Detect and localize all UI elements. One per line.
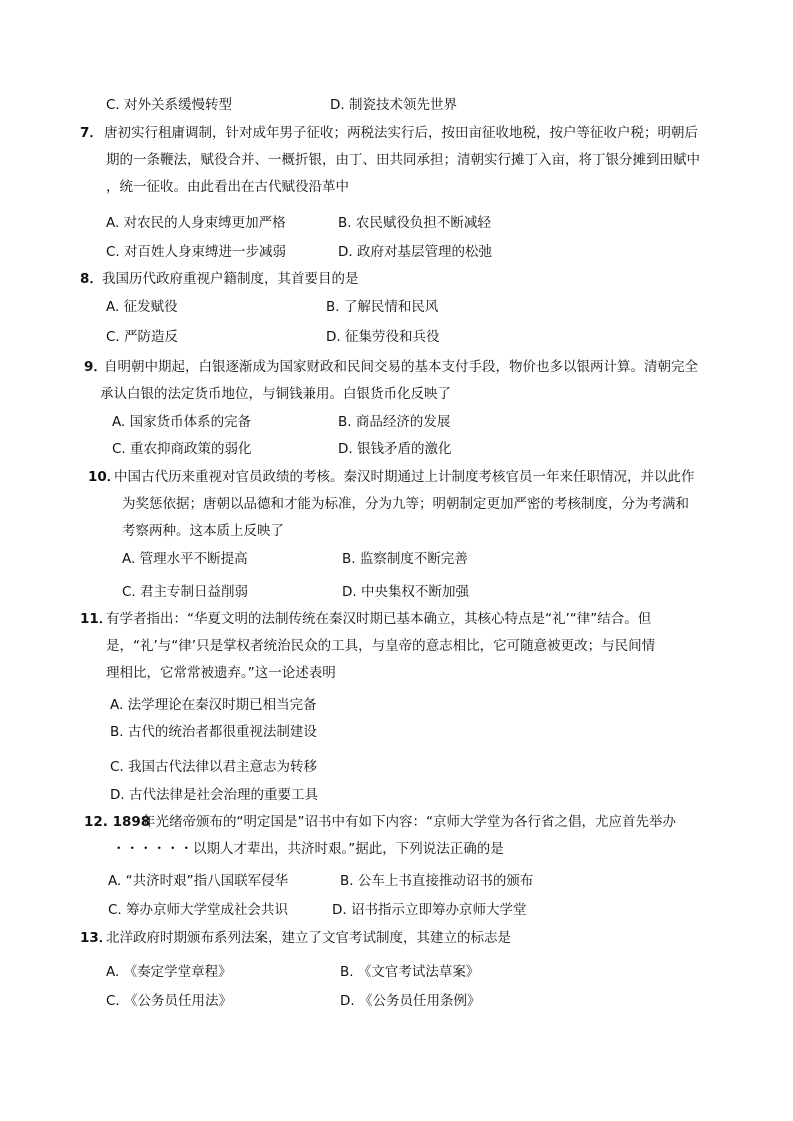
option-d: D. 政府对基层管理的松弛 (338, 244, 492, 260)
question-stem: 北洋政府时期颁布系列法案，建立了文官考试制度，其建立的标志是 (106, 930, 511, 946)
question-stem: 期的一条鞭法，赋役合并、一概折银，由丁、田共同承担；清朝实行摊丁入亩，将丁银分摊到田赋中 (106, 152, 700, 168)
question-stem: 理相比，它常常被遗弃。”这一论述表明 (106, 665, 336, 681)
option-b: B. 商品经济的发展 (338, 414, 451, 430)
option-a: A. 征发赋役 (106, 299, 178, 315)
question-stem: ・・・・・・以期人才辈出，共济时艰。”据此，下列说法正确的是 (112, 841, 504, 857)
option-b: B. 公车上书直接推动诏书的颁布 (340, 873, 534, 889)
option-c: C. 《公务员任用法》 (106, 993, 233, 1009)
question-number: 13． (80, 930, 113, 946)
option-c: C. 君主专制日益削弱 (122, 584, 249, 600)
question-number: 12. 1898 (84, 814, 151, 830)
question-stem: 是，“礼’与“律’只是掌权者统治民众的工具，与皇帝的意志相比，它可随意被更改；与民间情 (106, 638, 656, 654)
option-c: C. 重农抑商政策的弱化 (112, 441, 252, 457)
option-d: D. 中央集权不断加强 (342, 584, 469, 600)
option-b: B. 《文官考试法草案》 (340, 964, 480, 980)
option-a: A. 管理水平不断提高 (122, 551, 248, 567)
option-c: C. 我国古代法律以君主意志为转移 (110, 759, 318, 775)
option-b: B. 古代的统治者都很重视法制建设 (110, 724, 317, 740)
option-a: A. 《奏定学堂章程》 (106, 964, 232, 980)
question-stem: ，统一征收。由此看出在古代赋役沿革中 (106, 179, 349, 195)
question-stem: 承认白银的法定货币地位，与铜钱兼用。白银货币化反映了 (100, 386, 451, 402)
question-number: 11． (80, 611, 113, 627)
option-d: D. 制瓷技术领先世界 (330, 97, 457, 113)
option-d: D. 征集劳役和兵役 (326, 329, 440, 345)
question-number: 10． (88, 469, 121, 485)
option-b: B. 农民赋役负担不断减轻 (338, 215, 491, 231)
option-c: C. 对百姓人身束缚进一步减弱 (106, 244, 287, 260)
option-d: D. 诏书指示立即筹办京师大学堂 (332, 902, 527, 918)
option-a: A. 国家货币体系的完备 (112, 414, 252, 430)
question-stem: 有学者指出：“华夏文明的法制传统在秦汉时期已基本确立，其核心特点是“礼’“律”结合。但 (106, 611, 652, 627)
option-c: C. 严防造反 (106, 329, 179, 345)
option-a: A. “共济时艰”指八国联军侵华 (108, 873, 289, 889)
question-number: 9． (84, 359, 107, 375)
option-b: B. 了解民情和民风 (326, 299, 439, 315)
option-a: A. 对农民的人身束缚更加严格 (106, 215, 286, 231)
option-a: A. 法学理论在秦汉时期已相当完备 (110, 697, 317, 713)
question-stem: 唐初实行租庸调制，针对成年男子征收；两税法实行后，按田亩征收地税，按户等征收户税；明朝后 (104, 125, 698, 141)
option-d: D. 《公务员任用条例》 (340, 993, 481, 1009)
option-c: C. 筹办京师大学堂成社会共识 (108, 902, 289, 918)
option-b: B. 监察制度不断完善 (342, 551, 468, 567)
option-d: D. 银钱矛盾的激化 (338, 441, 452, 457)
question-stem: 中国古代历来重视对官员政绩的考核。秦汉时期通过上计制度考核官员一年来任职情况，并以此作 (114, 469, 695, 485)
question-stem: 我国历代政府重视户籍制度，其首要目的是 (102, 271, 359, 287)
question-stem: 年光绪帝颁布的“明定国是”诏书中有如下内容：“京师大学堂为各行省之倡，尤应首先举办 (142, 814, 676, 830)
option-c: C. 对外关系缓慢转型 (106, 97, 233, 113)
option-d: D. 古代法律是社会治理的重要工具 (110, 787, 318, 803)
question-stem: 考察两种。这本质上反映了 (122, 523, 284, 539)
question-number: 7． (80, 125, 103, 141)
question-stem: 为奖惩依据；唐朝以品德和才能为标准，分为九等；明朝制定更加严密的考核制度，分为考满和 (122, 496, 689, 512)
question-number: 8． (80, 271, 103, 287)
question-stem: 自明朝中期起，白银逐渐成为国家财政和民间交易的基本支付手段，物价也多以银两计算。清朝完全 (104, 359, 698, 375)
